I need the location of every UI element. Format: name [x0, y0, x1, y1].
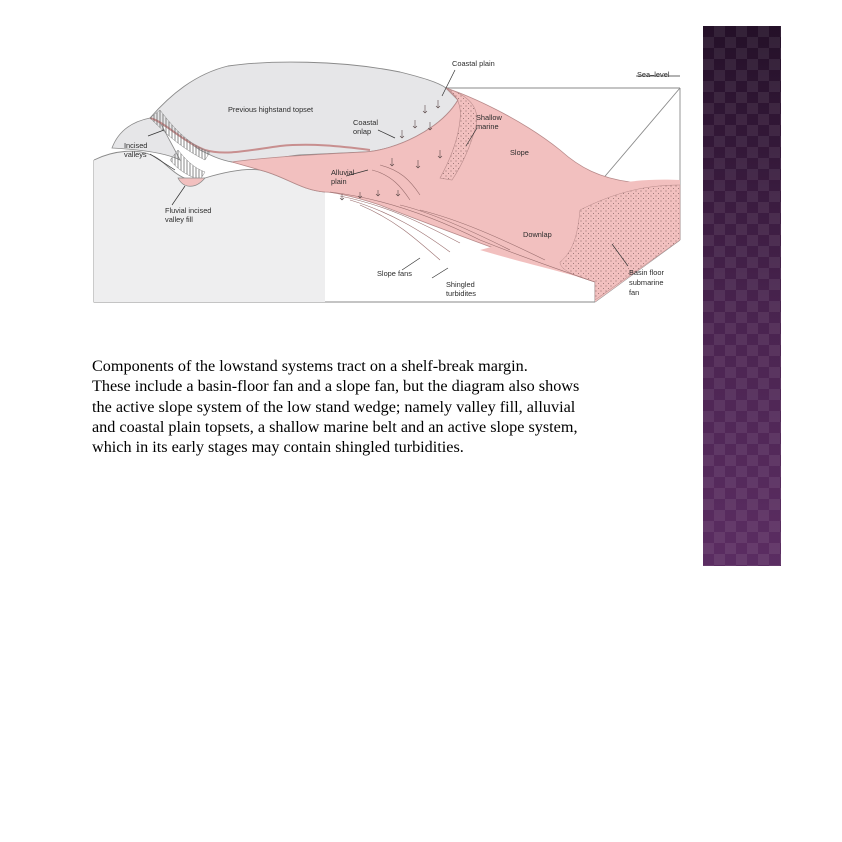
label-basin-floor-fan-line3: fan — [629, 288, 640, 297]
label-coastal-onlap-line2: onlap — [353, 127, 372, 136]
caption-line: Components of the lowstand systems tract on a shelf-break margin. — [92, 357, 528, 375]
label-alluvial-plain-line2: plain — [331, 177, 347, 186]
label-fluvial-fill-line2: valley fill — [165, 215, 193, 224]
label-shallow-marine-line1: Shallow — [476, 113, 502, 122]
label-coastal-plain: Coastal plain — [452, 59, 495, 68]
caption-line: the active slope system of the low stand wedge; namely valley fill, alluvial — [92, 397, 576, 416]
caption-line: and coastal plain topsets, a shallow marine belt and an active slope system, — [92, 417, 578, 436]
label-shingled-turbidites-line1: Shingled — [446, 280, 475, 289]
label-slope: Slope — [510, 148, 529, 157]
caption-line: which in its early stages may contain shingled turbidities. — [92, 438, 464, 457]
decorative-side-band — [703, 26, 781, 566]
figure-caption — [92, 356, 702, 457]
label-incised-valleys-line2: valleys — [124, 150, 147, 159]
caption-line: These include a basin-floor fan and a slope fan, but the diagram also shows — [92, 377, 580, 396]
label-incised-valleys-line1: Incised — [124, 141, 148, 150]
label-basin-floor-fan-line2: submarine — [629, 278, 664, 287]
label-shallow-marine-line2: marine — [476, 122, 499, 131]
lowstand-systems-tract-diagram — [86, 52, 690, 304]
label-fluvial-fill-line1: Fluvial incised — [165, 206, 212, 215]
label-shingled-turbidites-line2: turbidites — [446, 289, 476, 298]
label-basin-floor-fan-line1: Basin floor — [629, 268, 664, 277]
label-sea-level: Sea–level — [637, 70, 670, 79]
label-downlap: Downlap — [523, 230, 552, 239]
label-previous-highstand-topset: Previous highstand topset — [228, 105, 314, 114]
label-slope-fans: Slope fans — [377, 269, 412, 278]
label-coastal-onlap-line1: Coastal — [353, 118, 379, 127]
label-alluvial-plain-line1: Alluvial — [331, 168, 355, 177]
